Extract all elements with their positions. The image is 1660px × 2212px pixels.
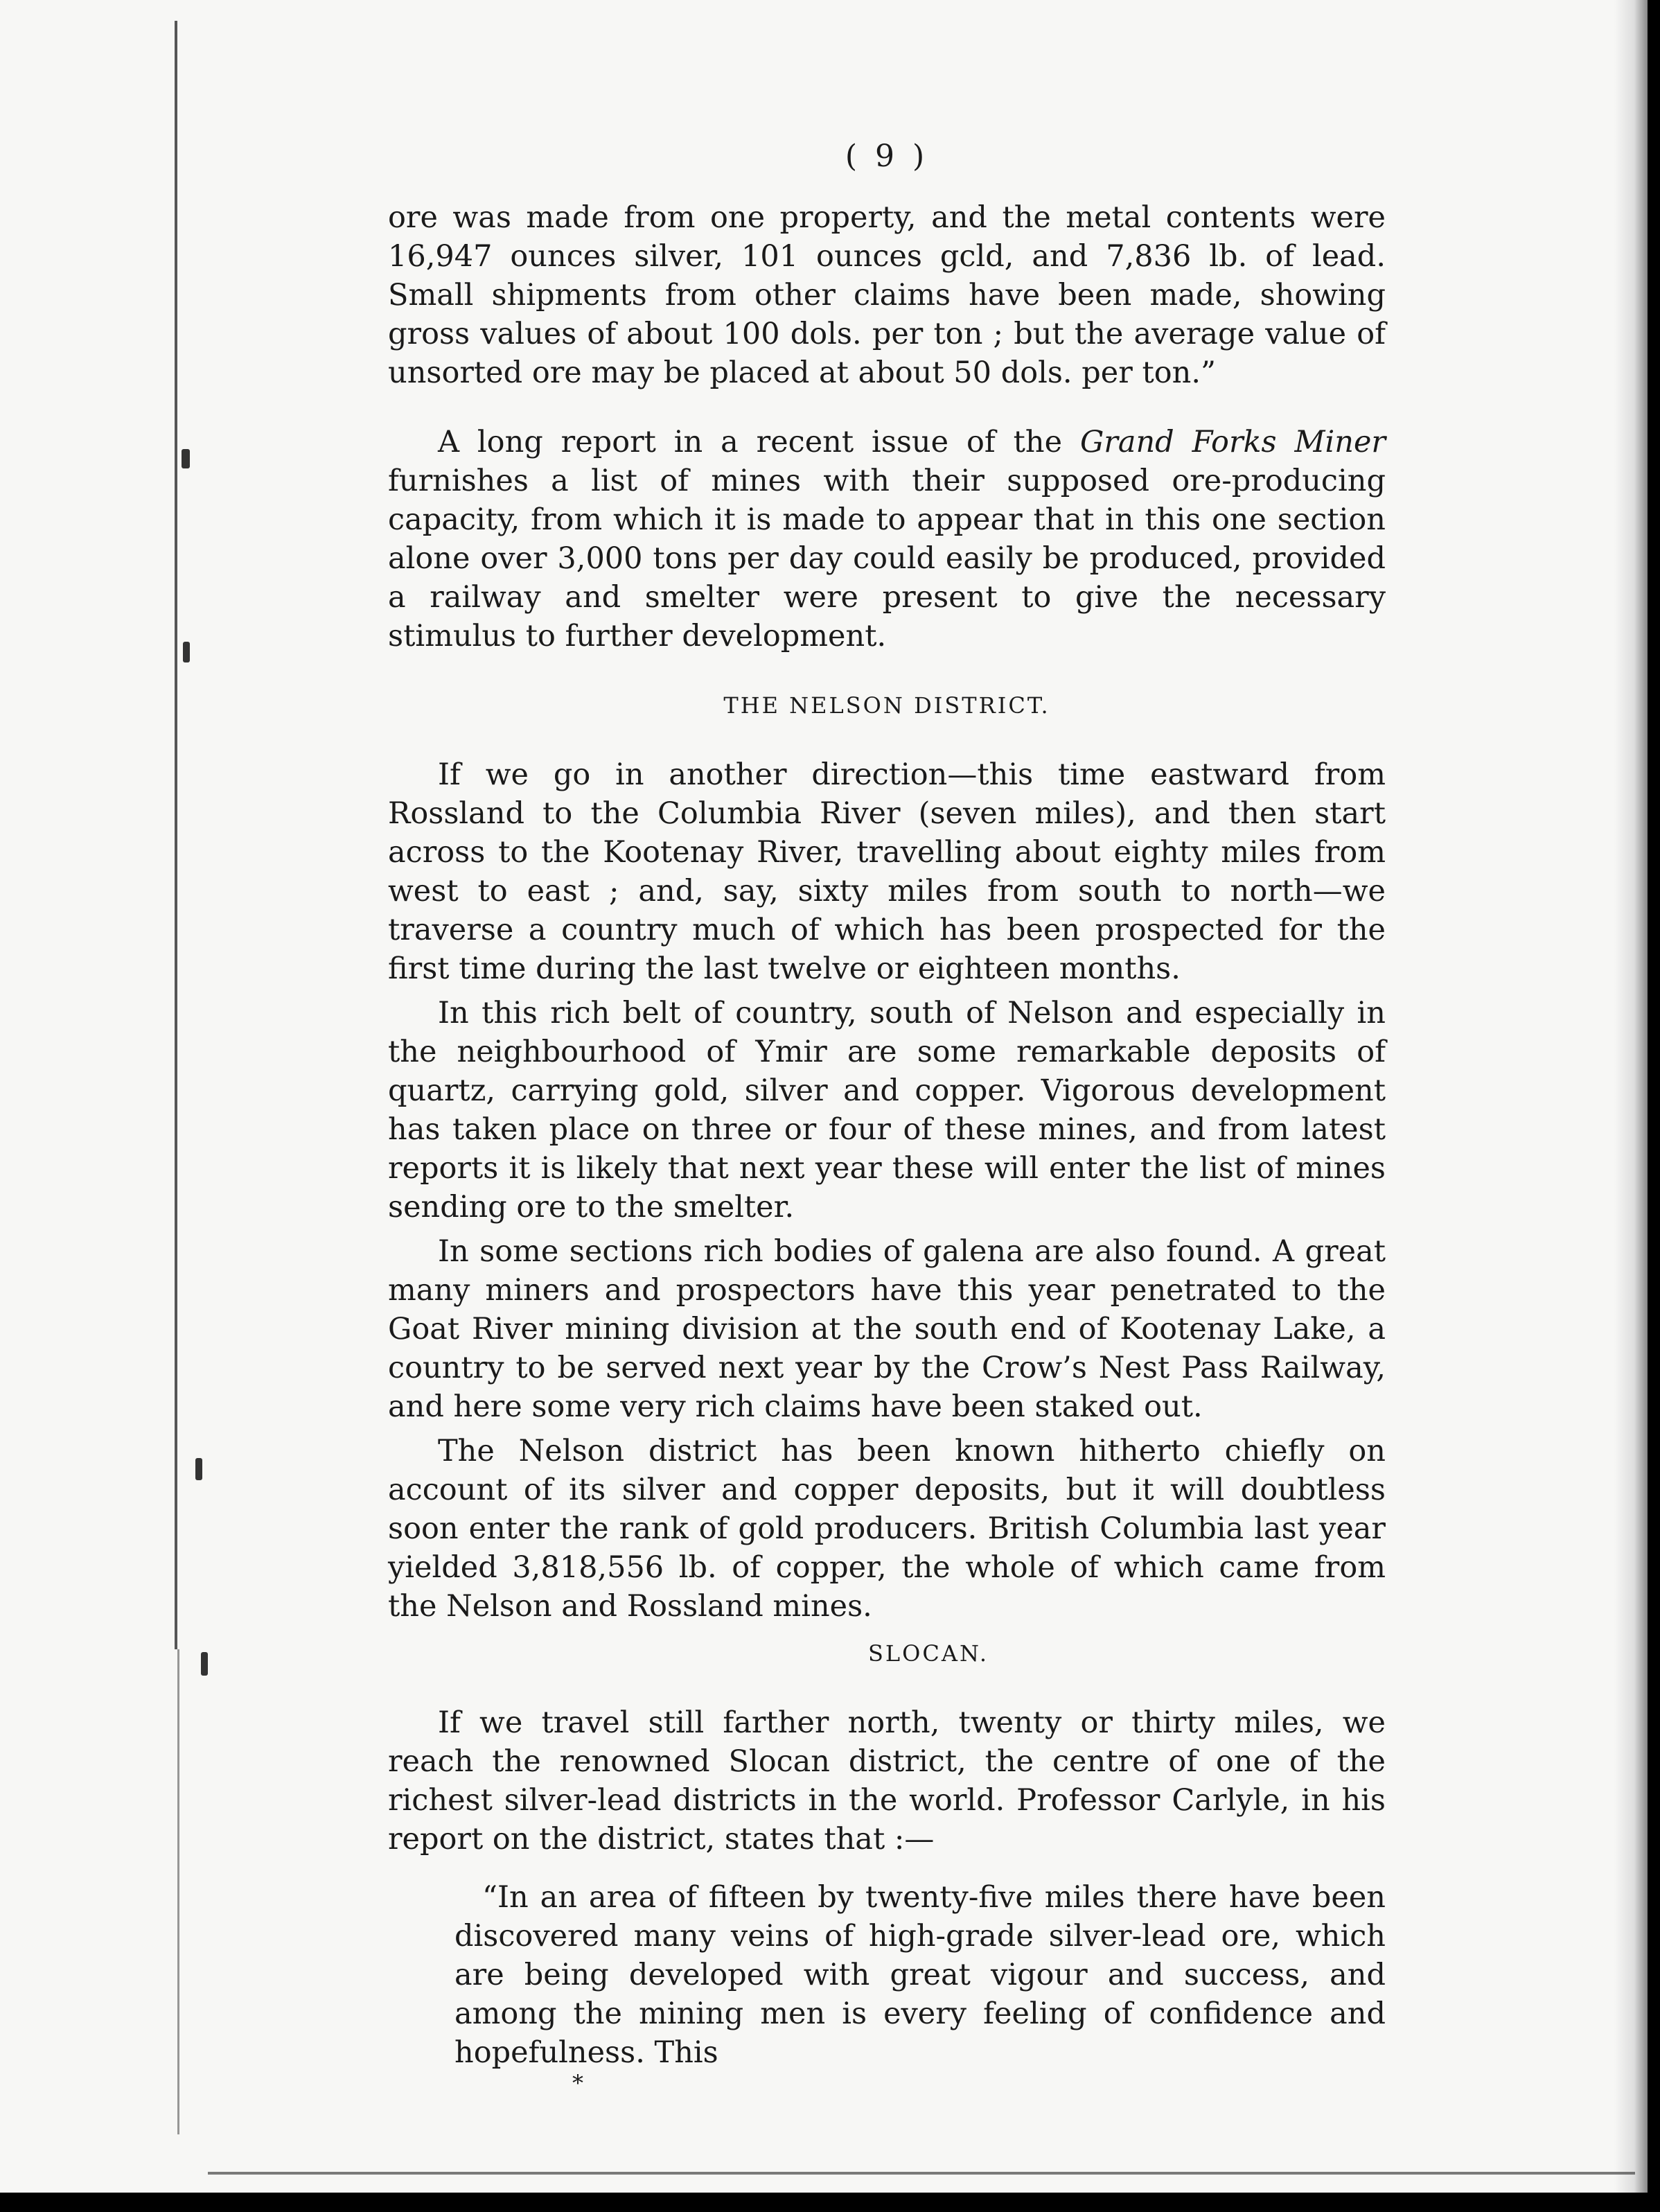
paragraph: ore was made from one property, and the metal contents were 16,947 ounces silver, 101 ounces gcld, and 7,836 lb. of lead. Small shipments from other claims have been made, showing gross values of about 100 dols. per ton ; but the average value of unsorted ore may be placed at about 50 dols. per ton.” (388, 200, 1386, 390)
section-heading: THE NELSON DISTRICT. (723, 692, 1050, 719)
paragraph-text: A long report in a recent issue of the (438, 425, 1080, 459)
binding-mark (183, 642, 190, 662)
page-bottom-edge (208, 2172, 1635, 2175)
newspaper-title: Grand Forks Miner (1079, 425, 1386, 459)
paragraph: If we go in another direction—this time eastward from Rossland to the Columbia River (seven miles), and then start across to the Kootenay River, travelling about eighty miles from west to east ; and, say, sixty miles from south to north—we traverse a country much of which has been prospected for the first time during the last twelve or eighteen months. (388, 757, 1386, 986)
quote-text: “In an area of fifteen by twenty-five miles there have been discovered many veins of high-grade silver-lead ore, which are being developed with great vigour and success, and among the mining men is every feeling of confidence and hopefulness. This (454, 1880, 1386, 2070)
page-number: ( 9 ) (845, 139, 929, 174)
paragraph: In some sections rich bodies of galena are also found. A great many miners and prospectors have this year penetrated to the Goat River mining division at the south end of Kootenay Lake, a country to be served next year by the Crow’s Nest Pass Railway, and here some very rich claims have been staked out. (388, 1234, 1386, 1424)
section-heading: SLOCAN. (867, 1640, 989, 1667)
binding-mark (182, 449, 190, 468)
binding-mark (201, 1652, 208, 1676)
paragraph: In this rich belt of country, south of Nelson and especially in the neighbourhood of Ymir are some remarkable deposits of quartz, carrying gold, silver and copper. Vigorous development has taken place on three or four of these mines, and from latest reports it is likely that next year these will enter the list of mines sending ore to the smelter. (388, 996, 1386, 1224)
binding-gutter-line-lower (177, 1649, 179, 2134)
page-edge-shadow (1614, 0, 1648, 2193)
paragraph: The Nelson district has been known hitherto chiefly on account of its silver and copper deposits, but it will doubtless soon enter the rank of gold producers. British Columbia last year yielded 3,818,556 lb. of copper, the whole of which came from the Nelson and Rossland mines. (388, 1434, 1386, 1624)
paragraph-text: furnishes a list of mines with their supposed ore-producing capacity, from which it is made to appear that in this one section alone over 3,000 tons per day could easily be produced, provided a railway and smelter were present to give the necessary stimulus to further development. (388, 464, 1386, 653)
paragraph: If we travel still farther north, twenty or thirty miles, we reach the renowned Slocan district, the centre of one of the richest silver-lead districts in the world. Professor Carlyle, in his report on the district, states that :— (388, 1705, 1386, 1857)
paragraph (388, 423, 1386, 656)
binding-gutter-line (175, 21, 177, 1649)
footnote-mark: * (572, 2070, 583, 2096)
page-text (388, 139, 1386, 2097)
binding-mark (195, 1458, 202, 1480)
block-quote (388, 1878, 1386, 2097)
